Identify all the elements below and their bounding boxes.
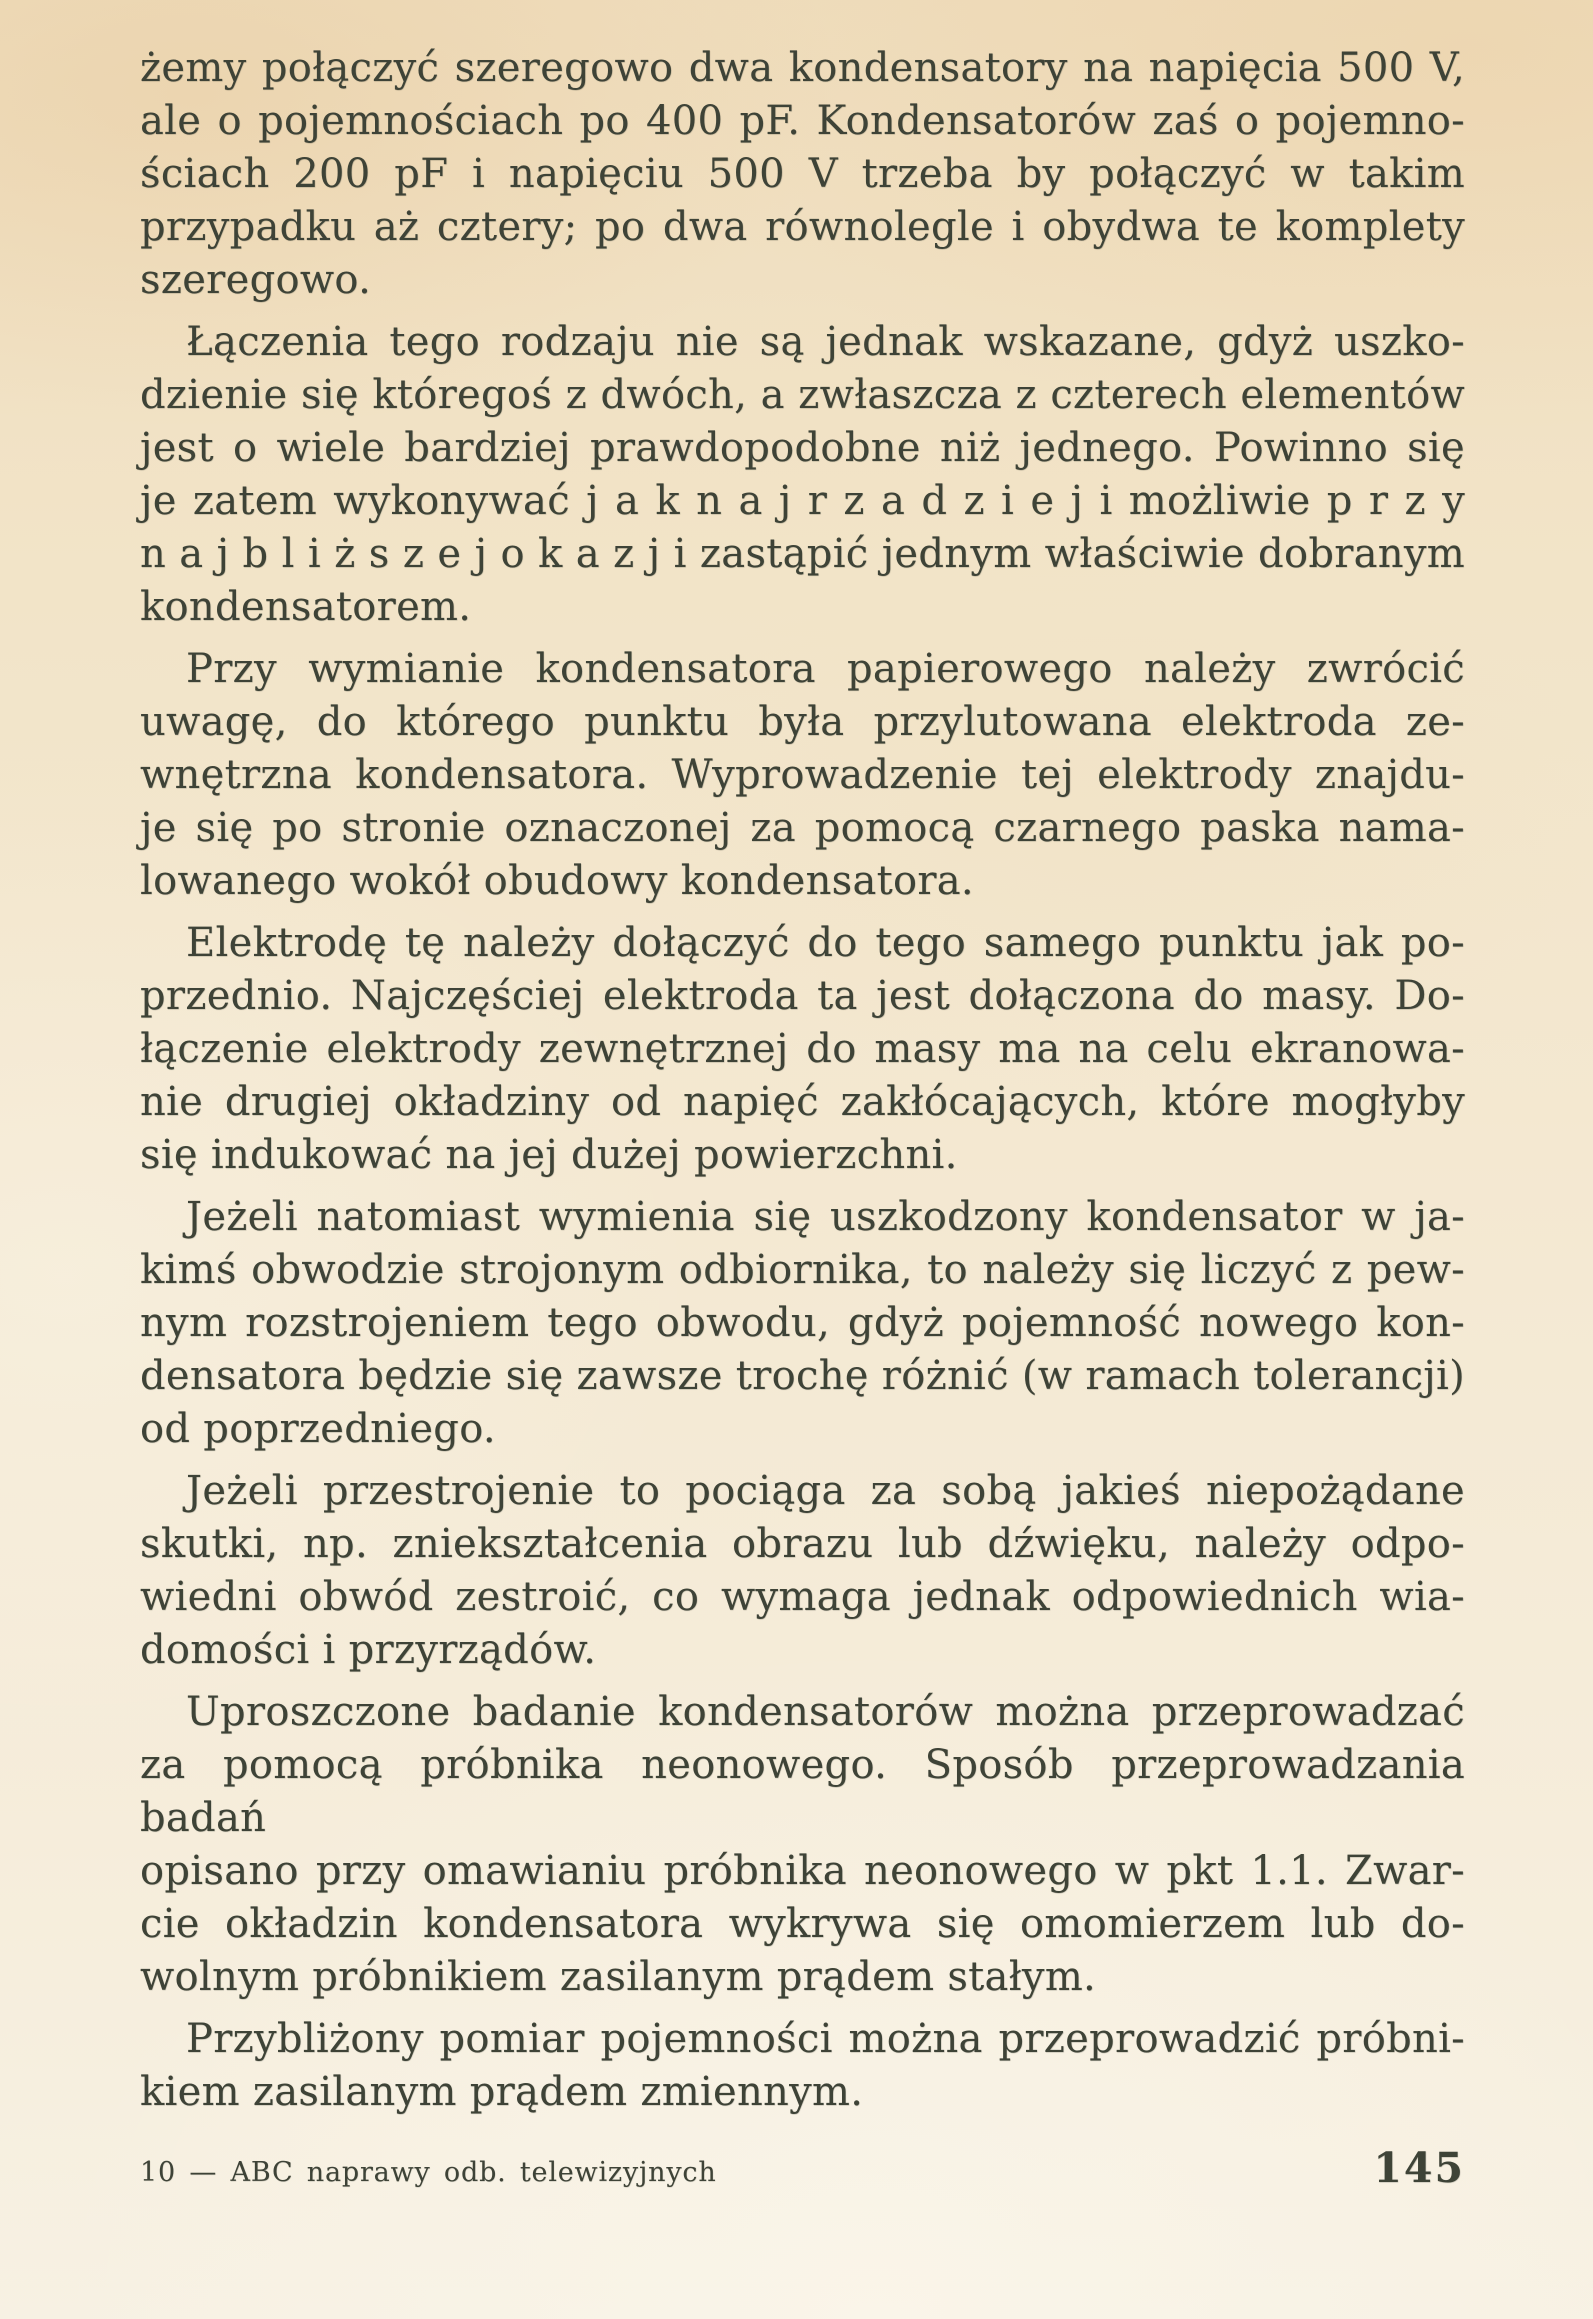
text-line: lowanego wokół obudowy kondensatora. [140,858,974,904]
text-line: uwagę, do którego punktu była przylutowana elektroda ze- [140,699,1465,745]
text-line: Łączenia tego rodzaju nie są jednak wskazane, gdyż uszko- [186,319,1465,365]
page-body [140,42,1465,2119]
paragraph [140,2013,1465,2119]
text-line: Przy wymianie kondensatora papierowego należy zwrócić [186,646,1465,692]
text-line: Uproszczone badanie kondensatorów można przeprowadzać [186,1689,1465,1735]
footer-note: 10 — ABC naprawy odb. telewizyjnych [140,2157,717,2188]
text-line: ale o pojemnościach po 400 pF. Kondensatorów zaś o pojemno- [140,98,1465,144]
text-line: opisano przy omawianiu próbnika neonowego w pkt 1.1. Zwar- [140,1848,1465,1894]
text-line: Przybliżony pomiar pojemności można przeprowadzić próbni- [186,2016,1465,2062]
paragraph [140,42,1465,307]
paragraph [140,643,1465,908]
text-line: za pomocą próbnika neonowego. Sposób przeprowadzania badań [140,1742,1465,1841]
paragraph [140,1686,1465,2004]
text-line: nym rozstrojeniem tego obwodu, gdyż pojemność nowego kon- [140,1300,1465,1346]
text-line: łączenie elektrody zewnętrznej do masy ma na celu ekranowa- [140,1026,1465,1072]
text-line: Jeżeli przestrojenie to pociąga za sobą jakieś niepożądane [186,1468,1465,1514]
page-number: 145 [1373,2144,1465,2192]
text-line: jest o wiele bardziej prawdopodobne niż jednego. Powinno się [140,425,1465,471]
text-line: je się po stronie oznaczonej za pomocą czarnego paska nama- [140,805,1465,851]
text-line: densatora będzie się zawsze trochę różnić (w ramach tolerancji) [140,1353,1465,1399]
paragraph [140,1465,1465,1677]
paragraph [140,316,1465,634]
text-line: szeregowo. [140,257,372,303]
page-footer [140,2146,1465,2190]
text-line: przednio. Najczęściej elektroda ta jest dołączona do masy. Do- [140,973,1465,1019]
text-line: wolnym próbnikiem zasilanym prądem stałym. [140,1954,1097,2000]
text-line: ściach 200 pF i napięciu 500 V trzeba by połączyć w takim [140,151,1465,197]
text-line: Jeżeli natomiast wymienia się uszkodzony kondensator w ja- [186,1194,1465,1240]
text-line: wnętrzna kondensatora. Wyprowadzenie tej elektrody znajdu- [140,752,1465,798]
text-line: przypadku aż cztery; po dwa równolegle i obydwa te komplety [140,204,1465,250]
text-line: domości i przyrządów. [140,1627,597,1673]
paragraph [140,1191,1465,1456]
text-line: je zatem wykonywać j a k n a j r z a d z i e j i możliwie p r z y [140,478,1465,524]
text-line: wiedni obwód zestroić, co wymaga jednak odpowiednich wia- [140,1574,1465,1620]
paragraph [140,917,1465,1182]
text-line: się indukować na jej dużej powierzchni. [140,1132,958,1178]
text-line: dzienie się któregoś z dwóch, a zwłaszcza z czterech elementów [140,372,1465,418]
text-line: Elektrodę tę należy dołączyć do tego samego punktu jak po- [186,920,1465,966]
text-line: skutki, np. zniekształcenia obrazu lub dźwięku, należy odpo- [140,1521,1465,1567]
text-line: kondensatorem. [140,584,472,630]
text-line: cie okładzin kondensatora wykrywa się omomierzem lub do- [140,1901,1465,1947]
text-line: n a j b l i ż s z e j o k a z j i zastąpić jednym właściwie dobranym [140,531,1465,577]
text-line: kiem zasilanym prądem zmiennym. [140,2069,864,2115]
text-line: kimś obwodzie strojonym odbiornika, to należy się liczyć z pew- [140,1247,1465,1293]
text-line: żemy połączyć szeregowo dwa kondensatory na napięcia 500 V, [140,45,1465,91]
text-line: nie drugiej okładziny od napięć zakłócających, które mogłyby [140,1079,1465,1125]
text-line: od poprzedniego. [140,1406,496,1452]
